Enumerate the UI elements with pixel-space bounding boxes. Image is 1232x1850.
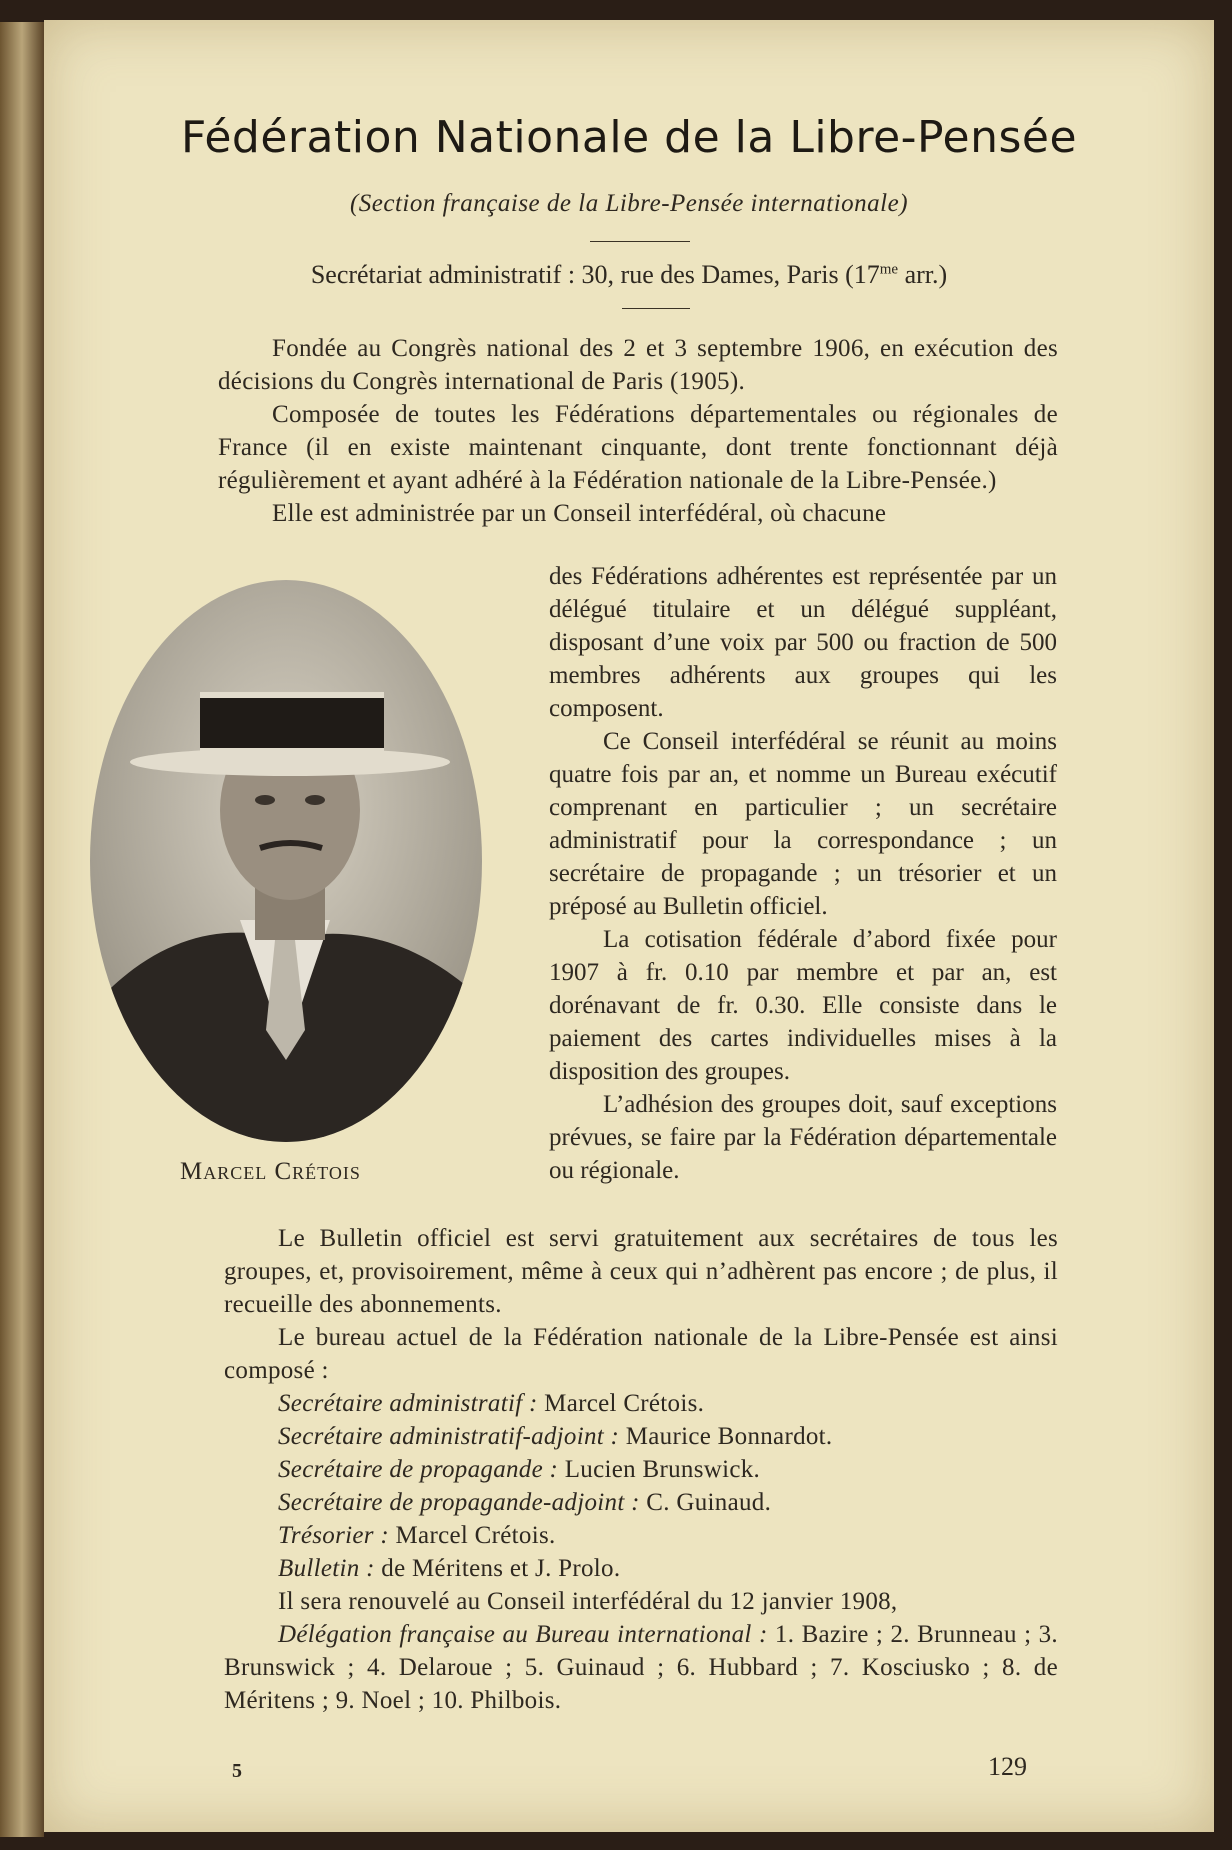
- paragraph-delegation: Délégation française au Bureau international : 1. Bazire ; 2. Brunneau ; 3. Brunswick ; 4. Delaroue ; 5. Guinaud ; 6. Hubbard ; 7. Kosciusko ; 8. de Méritens ; 9. Noel ; 10. Philbois.: [224, 1621, 1058, 1714]
- bureau-list: [224, 1387, 1058, 1585]
- paragraph-founded: Fondée au Congrès national des 2 et 3 septembre 1906, en exécution des décisions du Congrès international de Paris (1905).: [218, 335, 1058, 395]
- portrait-photo: [90, 580, 482, 1142]
- list-item: Secrétaire administratif : Marcel Crétois.: [278, 1390, 705, 1417]
- book-spine-edge: [0, 22, 44, 1837]
- address-line: Secrétariat administratif : 30, rue des Dames, Paris ($17^{me}$ arr.): [310, 260, 948, 289]
- paragraph-composed: Composée de toutes les Fédérations départementales ou régionales de France (il en existe maintenant cinquante, dont trente fonctionnant déjà régulièrement et ayant adhéré à la Fédération nationale de la Libre-Pensée.): [218, 401, 1058, 494]
- paragraph-adhesion: L’adhésion des groupes doit, sauf exceptions prévues, se faire par la Fédération départementale ou régionale.: [549, 1091, 1057, 1184]
- page-subtitle: (Section française de la Libre-Pensée internationale): [349, 190, 909, 217]
- signature-mark: 5: [232, 1760, 242, 1782]
- side-column: [549, 560, 1057, 1187]
- lower-paragraphs: [224, 1222, 1058, 1717]
- paragraph-cotisation: La cotisation fédérale d’abord fixée pour 1907 à fr. 0.10 par membre et par an, est dorénavant de fr. 0.30. Elle consiste dans le paiement des cartes individuelles mises à la disposition des groupes.: [549, 926, 1057, 1085]
- paragraph-administered-start: Elle est administrée par un Conseil interfédéral, où chacune: [272, 500, 887, 527]
- intro-paragraphs: [218, 332, 1058, 530]
- page-title: Fédération Nationale de la Libre-Pensée: [180, 112, 1078, 163]
- portrait-caption: Marcel Crétois: [180, 1158, 361, 1185]
- list-item: Secrétaire de propagande-adjoint : C. Guinaud.: [278, 1489, 772, 1516]
- list-item: Bulletin : de Méritens et J. Prolo.: [278, 1555, 621, 1582]
- divider-rule: [590, 241, 690, 242]
- list-item: Trésorier : Marcel Crétois.: [278, 1522, 556, 1549]
- page-number: 129: [988, 1752, 1027, 1781]
- paragraph-delegates: des Fédérations adhérentes est représentée par un délégué titulaire et un délégué suppléant, disposant d’une voix par 500 ou fraction de 500 membres adhérents aux groupes qui les composent.: [549, 563, 1057, 722]
- list-item: Secrétaire de propagande : Lucien Brunswick.: [278, 1456, 761, 1483]
- divider-rule: [622, 308, 690, 309]
- portrait-illustration: [90, 580, 482, 1142]
- paragraph-bulletin: Le Bulletin officiel est servi gratuitement aux secrétaires de tous les groupes, et, provisoirement, même à ceux qui n’adhèrent pas encore ; de plus, il recueille des abonnements.: [224, 1225, 1058, 1318]
- list-item: Secrétaire administratif-adjoint : Maurice Bonnardot.: [278, 1423, 833, 1450]
- paragraph-council: Ce Conseil interfédéral se réunit au moins quatre fois par an, et nomme un Bureau exécutif comprenant en particulier ; un secrétaire administratif pour la correspondance ; un secrétaire de propagande ; un trésorier et un préposé au Bulletin officiel.: [549, 728, 1057, 920]
- paragraph-bureau-intro: Le bureau actuel de la Fédération nationale de la Libre-Pensée est ainsi composé :: [224, 1324, 1058, 1384]
- book-page: [44, 20, 1214, 1832]
- paragraph-renewal: Il sera renouvelé au Conseil interfédéral du 12 janvier 1908,: [278, 1588, 898, 1615]
